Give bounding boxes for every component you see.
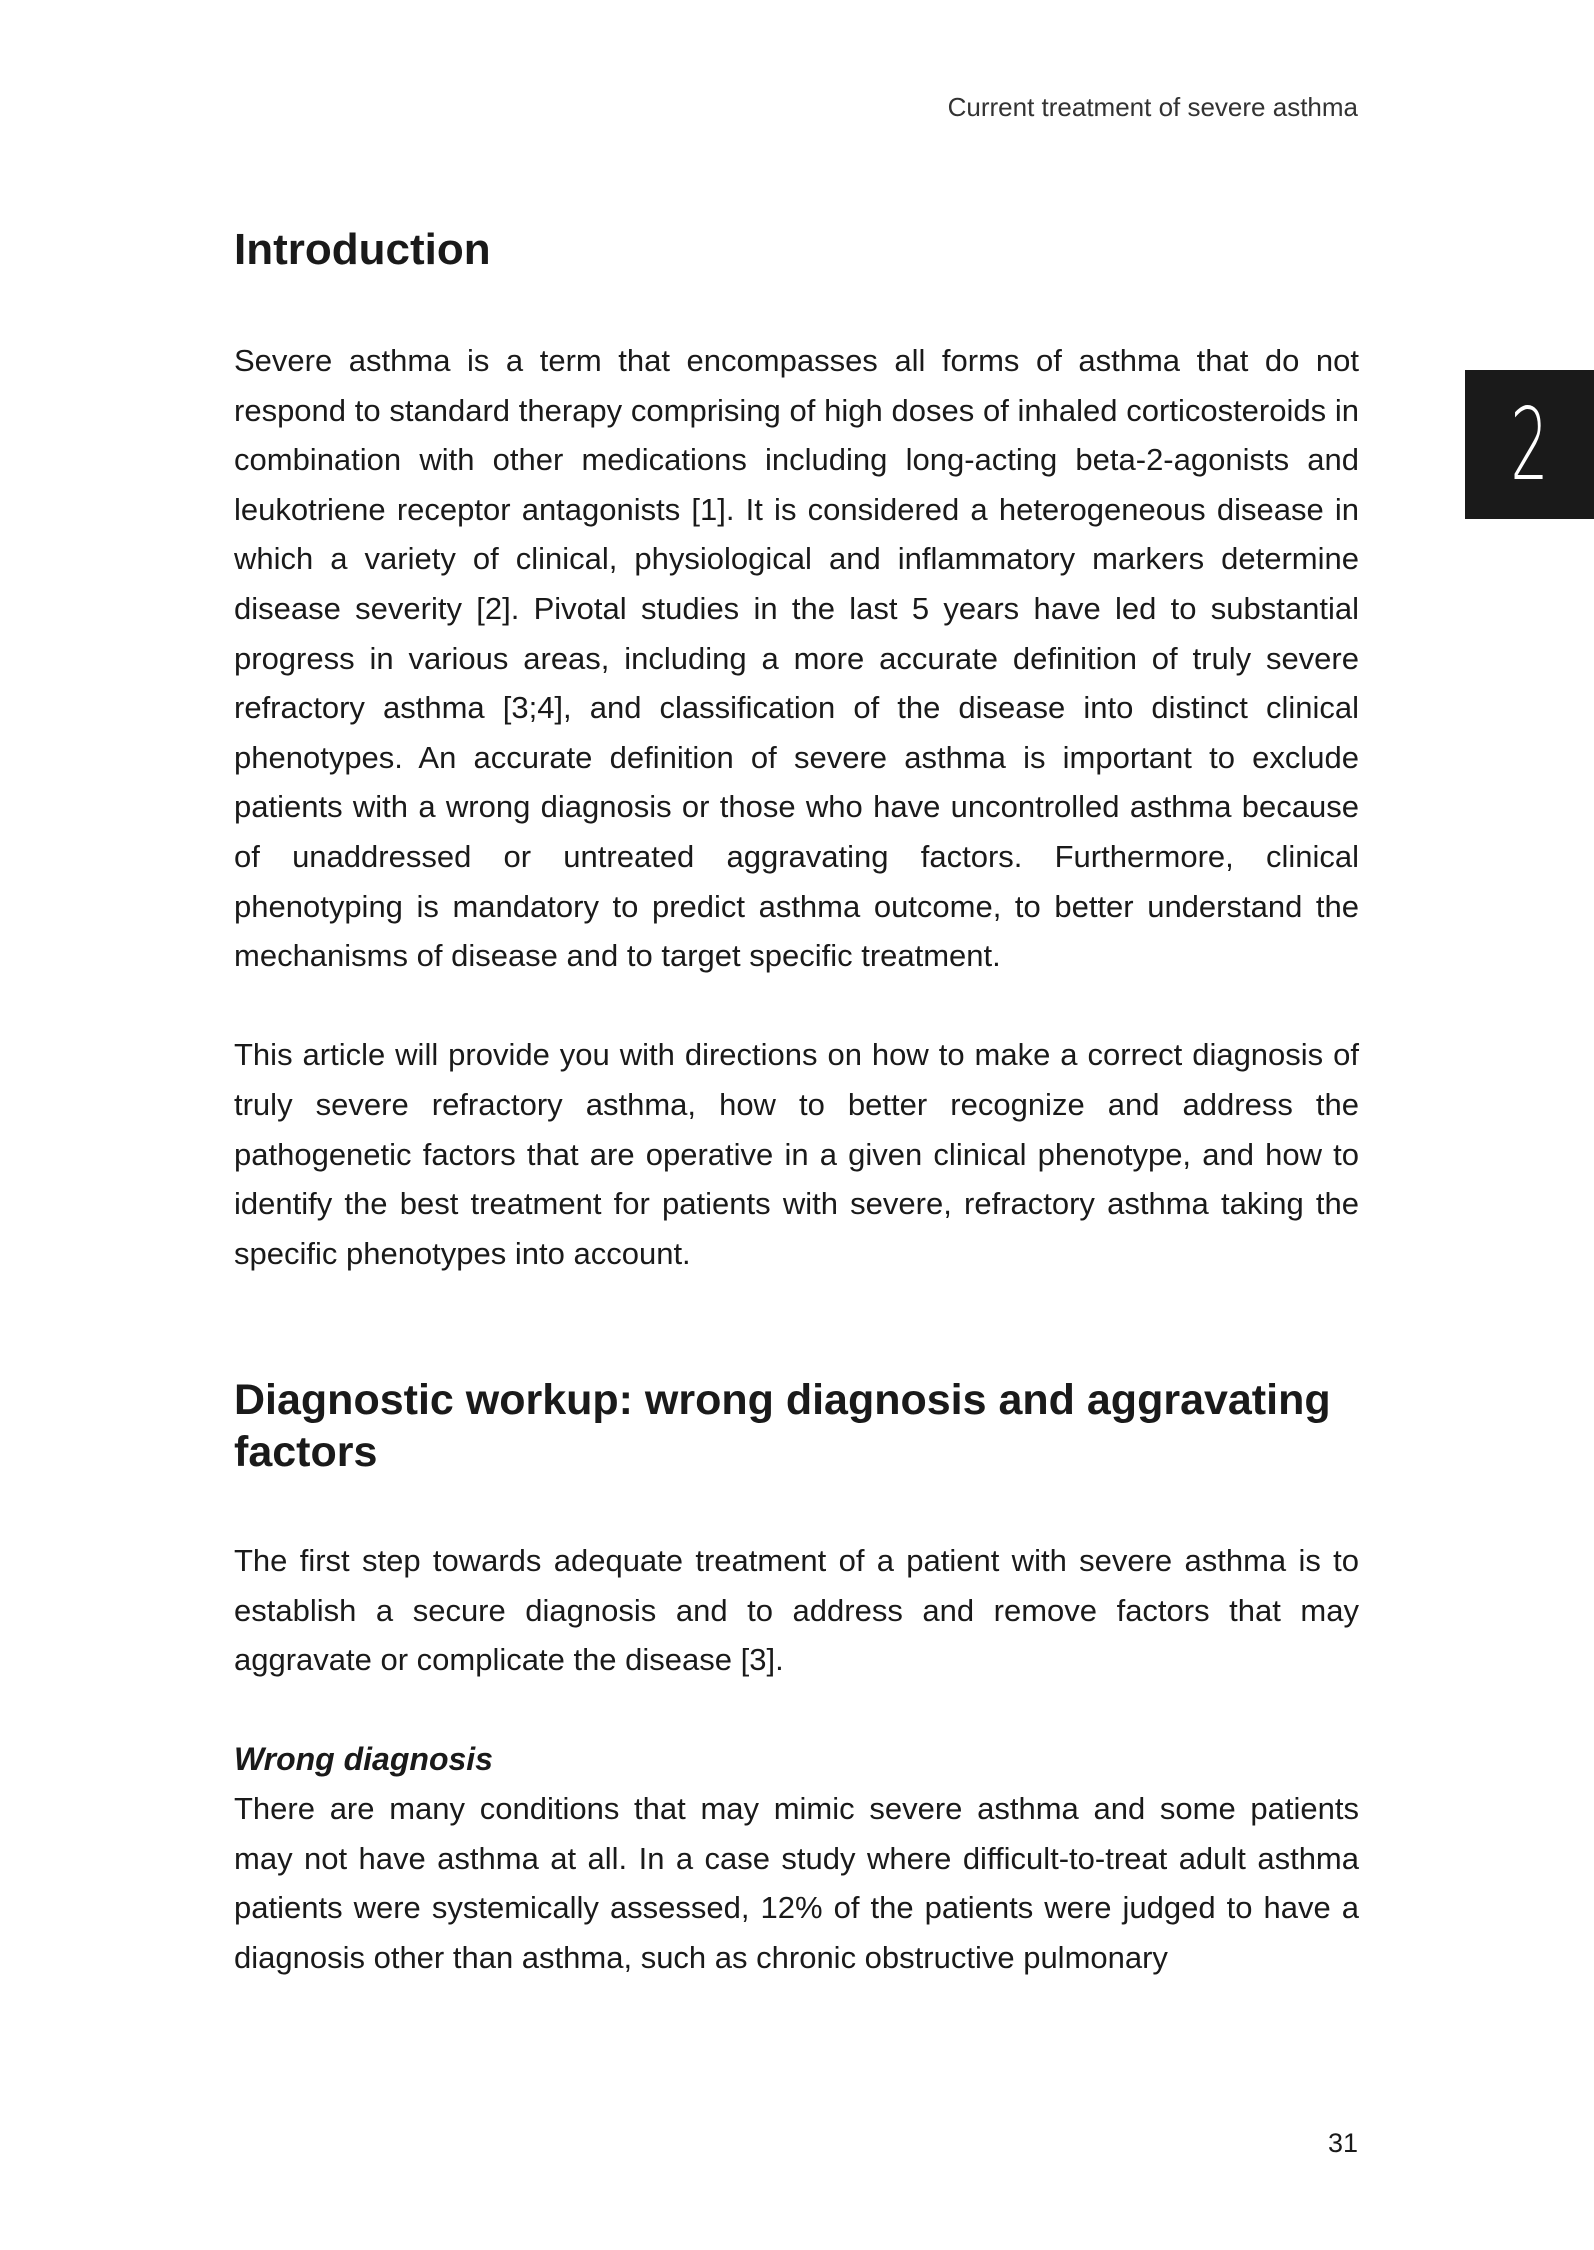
chapter-number: 2 — [1510, 386, 1549, 503]
subsection-heading-wrong-diagnosis: Wrong diagnosis — [234, 1740, 493, 1777]
section-heading-introduction: Introduction — [234, 225, 491, 274]
paragraph-intro-1: Severe asthma is a term that encompasses all forms of asthma that do not respond to standard therapy comprising of high doses of inhaled corticosteroids in combination with other medications including long-acting beta-2-agonists and leukotriene receptor antagonists [1]. It is considered a heterogeneous disease in which a variety of clinical, physiological and inflammatory markers determine disease severity [2]. Pivotal studies in the last 5 years have led to substantial progress in various areas, including a more accurate definition of truly severe refractory asthma [3;4], and classification of the disease into distinct clinical phenotypes. An accurate definition of severe asthma is important to exclude patients with a wrong diagnosis or those who have uncontrolled asthma because of unaddressed or untreated aggravating factors. Furthermore, clinical phenotyping is mandatory to predict asthma outcome, to better understand the mechanisms of disease and to target specific treatment. — [234, 343, 1359, 974]
article-body — [234, 222, 1359, 1983]
paragraph-intro-2: This article will provide you with directions on how to make a correct diagnosis of truly severe refractory asthma, how to better recognize and address the pathogenetic factors that are operative in a given clinical phenotype, and how to identify the best treatment for patients with severe, refractory asthma taking the specific phenotypes into account. — [234, 1037, 1359, 1271]
page-number: 31 — [1327, 2128, 1358, 2158]
paragraph-wrong-diagnosis: There are many conditions that may mimic severe asthma and some patients may not have asthma at all. In a case study where difficult-to-treat adult asthma patients were systemically assessed, 12% of the patients were judged to have a diagnosis other than asthma, such as chronic obstructive pulmonary — [234, 1791, 1359, 1976]
paragraph-diagnostic-1: The first step towards adequate treatment of a patient with severe asthma is to establish a secure diagnosis and to address and remove factors that may aggravate or complicate the disease [3]. — [234, 1543, 1359, 1678]
section-heading-diagnostic: Diagnostic workup: wrong diagnosis and aggravating factors — [234, 1376, 1331, 1477]
running-header: Current treatment of severe asthma — [947, 92, 1358, 122]
chapter-tab — [1465, 370, 1594, 519]
